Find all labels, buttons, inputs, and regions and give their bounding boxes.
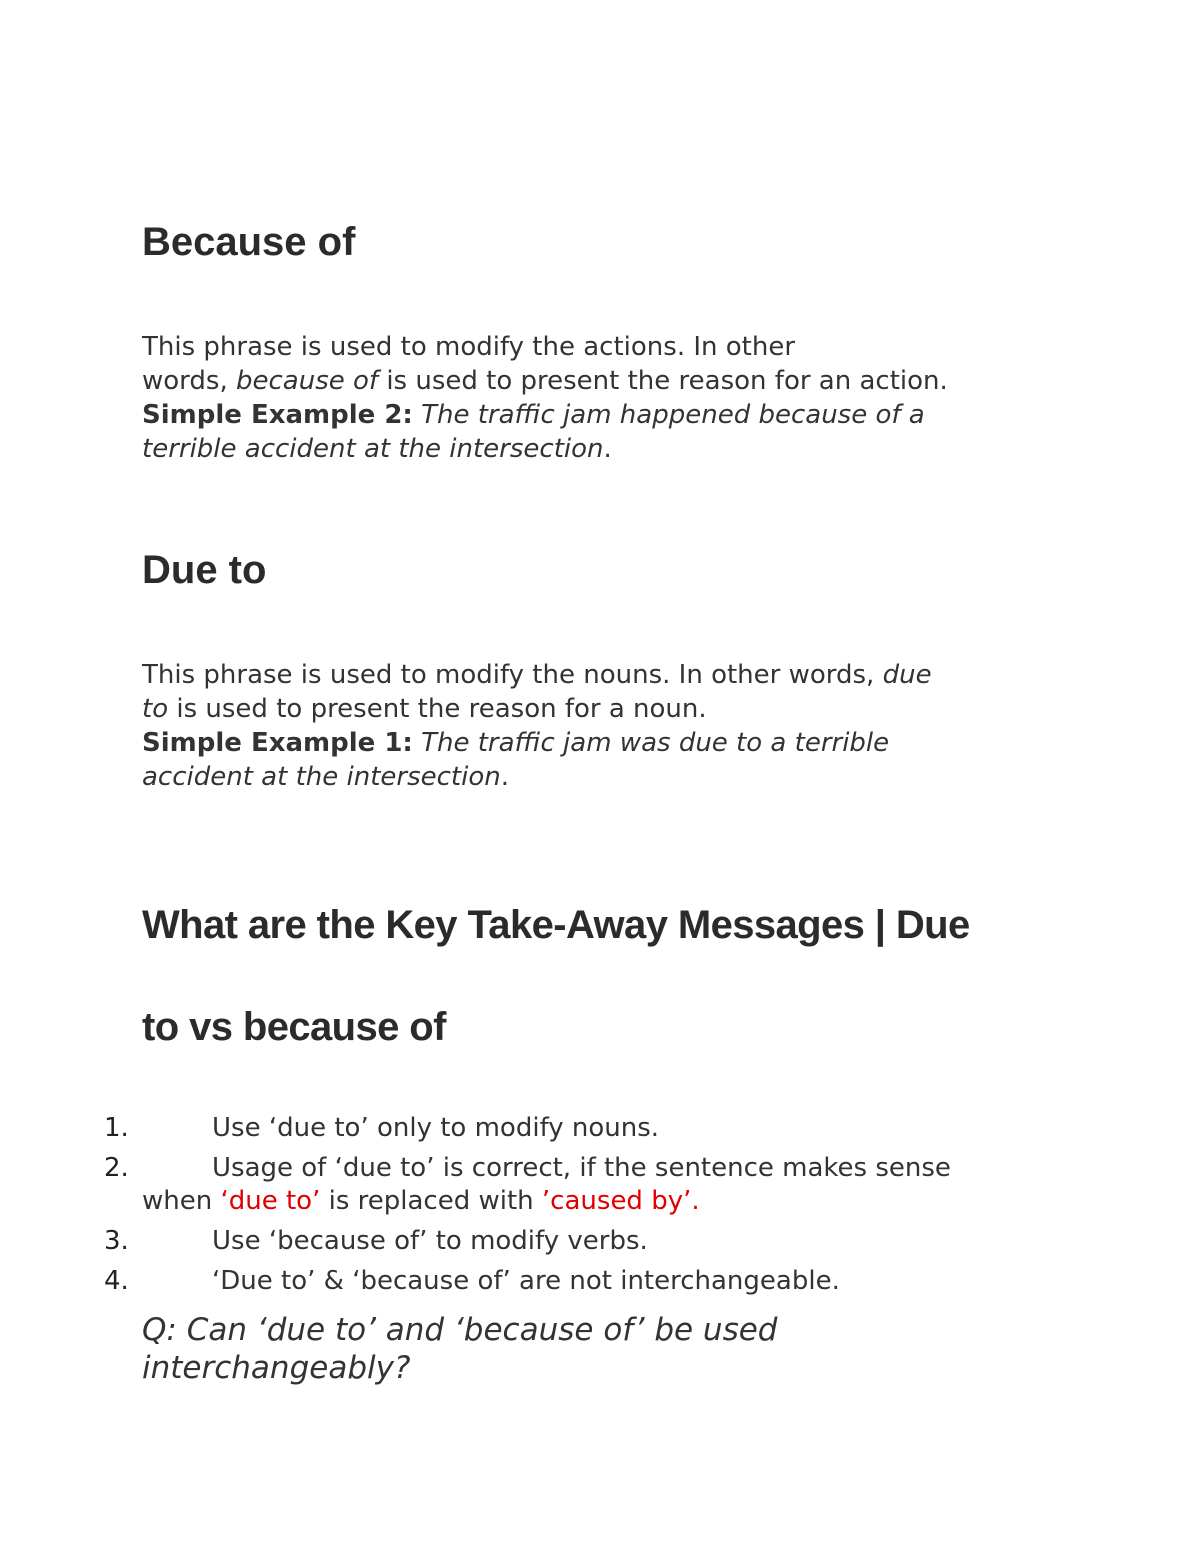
takeaway-list (0, 1112, 951, 1305)
text: is used to present the reason for a noun. (168, 694, 707, 724)
text: is replaced with (320, 1186, 542, 1216)
list-number: 4. (104, 1266, 129, 1296)
paragraph-line (142, 658, 932, 692)
list-number: 1. (104, 1113, 129, 1143)
text: . (603, 434, 612, 464)
text: when (142, 1186, 221, 1216)
paragraph-due-to (142, 658, 932, 794)
example-text: The traffic jam was due to a terrible (412, 728, 890, 758)
example-text: terrible accident at the intersection (142, 434, 604, 464)
text: This phrase is used to modify the actions. In other (142, 332, 796, 362)
example-label: Simple Example 2: (142, 400, 413, 430)
emphasis: due (882, 660, 932, 690)
list-text: ‘Due to’ & ‘because of’ are not interchangeable. (212, 1266, 840, 1296)
example-line (142, 726, 932, 760)
highlight-caused-by: ’caused by’. (541, 1186, 700, 1216)
paragraph-line (142, 330, 948, 364)
question-line: Q: Can ‘due to’ and ‘because of’ be used (142, 1312, 778, 1348)
list-text-continuation (142, 1185, 951, 1218)
list-number: 3. (104, 1226, 129, 1256)
paragraph-line (142, 364, 948, 398)
list-item (0, 1225, 951, 1258)
text: This phrase is used to modify the nouns. In other words, (142, 660, 883, 690)
example-text: accident at the intersection (142, 762, 501, 792)
emphasis: to (142, 694, 169, 724)
heading-because-of: Because of (142, 220, 356, 264)
example-text: The traffic jam happened because of a (412, 400, 925, 430)
text: words, (142, 366, 236, 396)
example-line (142, 398, 948, 432)
paragraph-line (142, 692, 932, 726)
list-number: 2. (104, 1153, 129, 1183)
highlight-due-to: ‘due to’ (220, 1186, 321, 1216)
paragraph-because-of (142, 330, 948, 466)
list-item (0, 1152, 951, 1218)
list-text: Use ‘because of’ to modify verbs. (212, 1226, 648, 1256)
heading-key-takeaways-line2: to vs because of (142, 1005, 446, 1049)
question (142, 1311, 778, 1387)
heading-key-takeaways-line1: What are the Key Take-Away Messages | Due (142, 903, 970, 947)
text: is used to present the reason for an action. (378, 366, 948, 396)
list-item (0, 1112, 951, 1145)
emphasis: because of (235, 366, 379, 396)
list-text: Use ‘due to’ only to modify nouns. (212, 1113, 660, 1143)
example-line (142, 432, 948, 466)
text: Usage of ‘due to’ is correct, if the sentence makes sense (212, 1153, 951, 1183)
question-line: interchangeably? (142, 1350, 411, 1386)
example-label: Simple Example 1: (142, 728, 413, 758)
heading-due-to: Due to (142, 548, 267, 592)
list-item (0, 1265, 951, 1298)
example-line (142, 760, 932, 794)
list-text (142, 1152, 951, 1185)
text: . (500, 762, 509, 792)
